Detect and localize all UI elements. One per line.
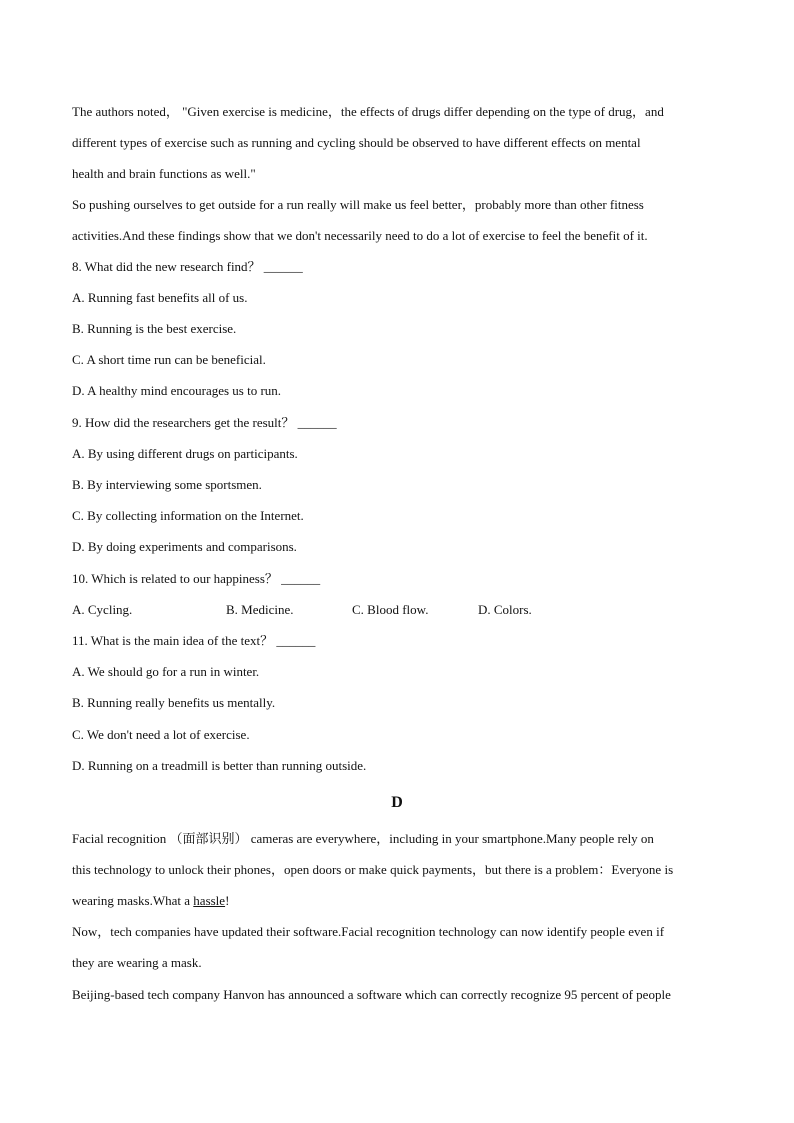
passage-line: Now，tech companies have updated their software.Facial recognition technology can now identify people even if	[72, 924, 665, 939]
question-11-option-d: D. Running on a treadmill is better than running outside.	[72, 758, 367, 773]
question-9-option-b: B. By interviewing some sportsmen.	[72, 477, 262, 492]
question-9-option-a: A. By using different drugs on participants.	[72, 446, 298, 461]
question-11-stem: 11. What is the main idea of the text？ ______	[72, 633, 316, 648]
question-8-option-b: B. Running is the best exercise.	[72, 321, 237, 336]
question-8-stem: 8. What did the new research find？ ______	[72, 259, 303, 274]
passage-line: health and brain functions as well."	[72, 166, 256, 181]
passage-line: activities.And these findings show that we don't necessarily need to do a lot of exercise to feel the benefit of it.	[72, 228, 648, 243]
passage-text: !	[225, 893, 230, 908]
question-9-option-c: C. By collecting information on the Internet.	[72, 508, 304, 523]
question-11-option-c: C. We don't need a lot of exercise.	[72, 727, 250, 742]
question-9-stem: 9. How did the researchers get the result？ ______	[72, 415, 337, 430]
question-8-option-d: D. A healthy mind encourages us to run.	[72, 383, 282, 398]
section-heading: D	[391, 794, 403, 811]
question-10-option-b: B. Medicine.	[226, 602, 294, 617]
passage-line: this technology to unlock their phones，open doors or make quick payments，but there is a problem：Everyone is	[72, 862, 674, 877]
question-10-option-c: C. Blood flow.	[352, 602, 429, 617]
question-10-options	[72, 602, 722, 618]
passage-line	[72, 893, 229, 909]
passage-text: wearing masks.What a	[72, 893, 194, 908]
passage-line: Facial recognition （面部识别） cameras are everywhere，including in your smartphone.Many people rely on	[72, 831, 654, 846]
passage-line: The authors noted， "Given exercise is medicine，the effects of drugs differ depending on the type of drug，and	[72, 104, 664, 119]
underlined-word-hassle: hassle	[193, 893, 226, 908]
question-8-option-c: C. A short time run can be beneficial.	[72, 352, 266, 367]
question-11-option-a: A. We should go for a run in winter.	[72, 664, 260, 679]
question-10-option-a: A. Cycling.	[72, 602, 133, 617]
question-11-option-b: B. Running really benefits us mentally.	[72, 695, 276, 710]
question-9-option-d: D. By doing experiments and comparisons.	[72, 539, 297, 554]
question-8-option-a: A. Running fast benefits all of us.	[72, 290, 248, 305]
passage-line: Beijing-based tech company Hanvon has announced a software which can correctly recognize 95 percent of people	[72, 987, 671, 1002]
question-10-option-d: D. Colors.	[478, 602, 532, 617]
question-10-stem: 10. Which is related to our happiness？ ______	[72, 571, 321, 586]
passage-line: So pushing ourselves to get outside for a run really will make us feel better，probably more than other fitness	[72, 197, 644, 212]
passage-line: they are wearing a mask.	[72, 955, 202, 970]
passage-line: different types of exercise such as running and cycling should be observed to have different effects on mental	[72, 135, 641, 150]
